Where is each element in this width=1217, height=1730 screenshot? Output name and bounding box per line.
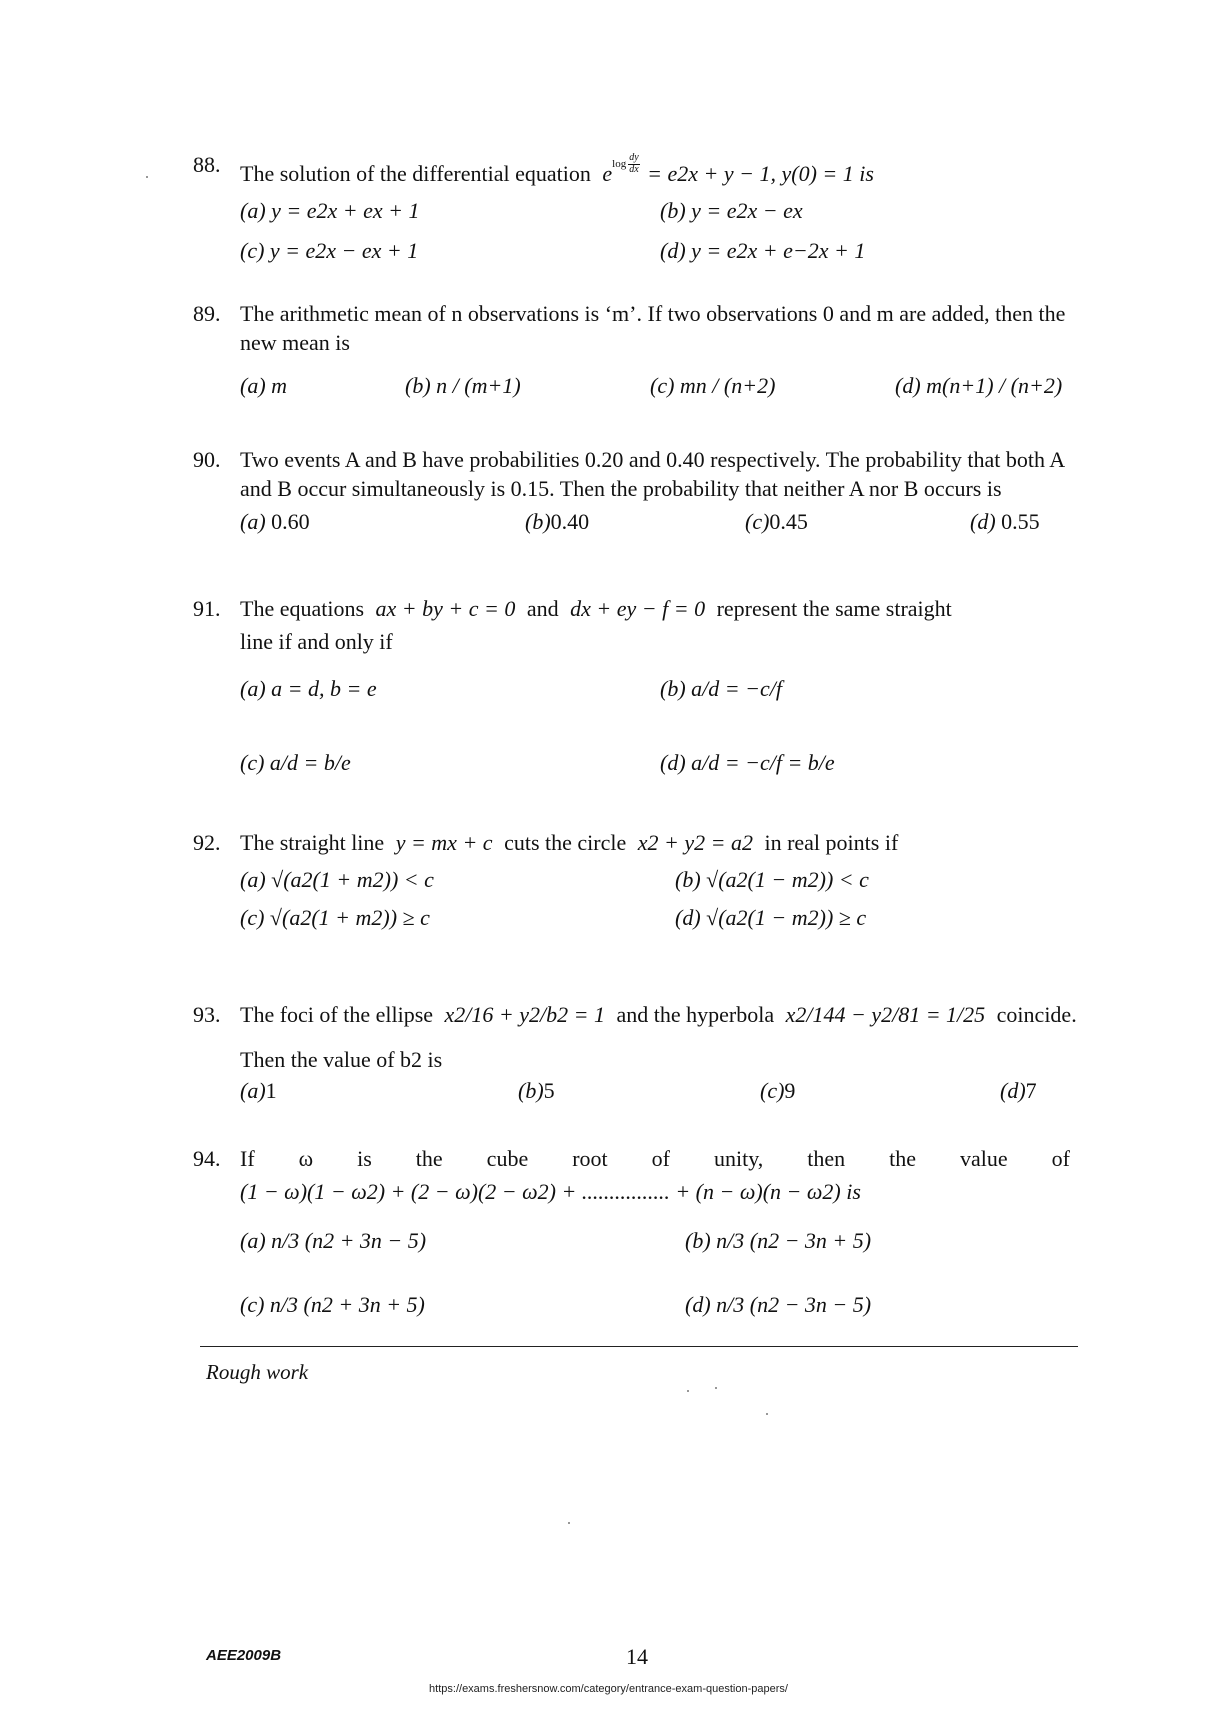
option-b: (b) √(a2(1 − m2)) < c	[675, 867, 869, 892]
question-number: 94.	[193, 1146, 221, 1171]
question-number: 93.	[193, 1002, 221, 1027]
option-d: (d) n/3 (n2 − 3n − 5)	[685, 1292, 872, 1317]
scan-speck	[146, 176, 148, 178]
question-stem-cont: line if and only if	[240, 629, 393, 654]
question-stem: Two events A and B have probabilities 0.20 and 0.40 respectively. The probability that both A and B occur simultaneously is 0.15. Then the probability that neither A nor B occurs is	[240, 447, 1064, 501]
option-d: (d) a/d = −c/f = b/e	[660, 750, 835, 775]
options	[240, 857, 1083, 939]
question-number: 90.	[193, 447, 221, 472]
question-number: 91.	[193, 596, 221, 621]
options	[240, 503, 1083, 543]
question-number: 92.	[193, 830, 221, 855]
option-d: (d) y = e2x + e−2x + 1	[660, 238, 866, 263]
question-94	[193, 1144, 1083, 1346]
option-c: (c) n/3 (n2 + 3n + 5)	[240, 1292, 425, 1317]
page-number: 14	[626, 1644, 648, 1669]
question-stem: The equations ax + by + c = 0 and dx + ey − f = 0 represent the same straight	[240, 596, 952, 621]
question-stem-cont: Then the value of b2 is	[240, 1047, 443, 1072]
option-c: (c) √(a2(1 + m2)) ≥ c	[240, 905, 430, 930]
options	[240, 357, 1083, 423]
option-b: (b) y = e2x − ex	[660, 198, 803, 223]
options	[240, 656, 1083, 806]
question-number: 88.	[193, 152, 221, 177]
option-c: (c)0.45	[745, 509, 808, 534]
question-88	[193, 150, 1083, 272]
question-stem: The foci of the ellipse x2/16 + y2/b2 = 1 and the hyperbola x2/144 − y2/81 = 1/25 coincide.	[240, 1002, 1077, 1027]
question-91	[193, 594, 1083, 806]
question-stem: The straight line y = mx + c cuts the circle x2 + y2 = a2 in real points if	[240, 830, 899, 855]
option-d: (d) m(n+1) / (n+2)	[895, 373, 1063, 398]
option-a: (a) √(a2(1 + m2)) < c	[240, 867, 434, 892]
option-c: (c) a/d = b/e	[240, 750, 351, 775]
divider	[200, 1346, 1078, 1347]
option-d: (d) 0.55	[970, 509, 1040, 534]
option-b: (b)5	[518, 1078, 555, 1103]
scan-speck	[687, 1390, 689, 1392]
option-a: (a) n/3 (n2 + 3n − 5)	[240, 1228, 427, 1253]
question-89	[193, 299, 1083, 423]
paper-code: AEE2009B	[206, 1647, 282, 1664]
options	[240, 1074, 1083, 1112]
footer-url: https://exams.freshersnow.com/category/entrance-exam-question-papers/	[429, 1683, 788, 1695]
question-stem: The solution of the differential equation $e^{log \frac{dy}{dx}}$ = e2x + y − 1, y(0) = 1 is	[240, 152, 874, 186]
option-a: (a) a = d, b = e	[240, 676, 377, 701]
scan-speck	[766, 1413, 768, 1415]
option-d: (d)7	[1000, 1078, 1037, 1103]
option-a: (a) 0.60	[240, 509, 310, 534]
question-93	[193, 1000, 1083, 1112]
option-b: (b) n / (m+1)	[405, 373, 521, 398]
scan-speck	[715, 1387, 717, 1389]
scan-speck	[568, 1522, 570, 1524]
option-a: (a)1	[240, 1078, 277, 1103]
question-stem: If ω is the cube root of unity, then the value of	[240, 1146, 1070, 1171]
option-c: (c) mn / (n+2)	[650, 373, 776, 398]
option-b: (b) n/3 (n2 − 3n + 5)	[685, 1228, 872, 1253]
options	[240, 188, 1083, 272]
question-stem: The arithmetic mean of n observations is ‘m’. If two observations 0 and m are added, then the new mean is	[240, 301, 1066, 355]
series-expression: (1 − ω)(1 − ω2) + (2 − ω)(2 − ω2) + ................ + (n − ω)(n − ω2) is	[240, 1179, 861, 1204]
option-b: (b) a/d = −c/f	[660, 676, 782, 701]
option-c: (c) y = e2x − ex + 1	[240, 238, 419, 263]
question-92	[193, 828, 1083, 939]
options	[240, 1206, 1083, 1346]
option-a: (a) m	[240, 373, 288, 398]
option-a: (a) y = e2x + ex + 1	[240, 198, 420, 223]
question-90	[193, 445, 1083, 543]
rough-work-label: Rough work	[206, 1360, 309, 1384]
option-c: (c)9	[760, 1078, 796, 1103]
equation-88: = e2x + y − 1, y(0) = 1 is	[647, 161, 874, 186]
option-d: (d) √(a2(1 − m2)) ≥ c	[675, 905, 867, 930]
question-number: 89.	[193, 301, 221, 326]
option-b: (b)0.40	[525, 509, 590, 534]
